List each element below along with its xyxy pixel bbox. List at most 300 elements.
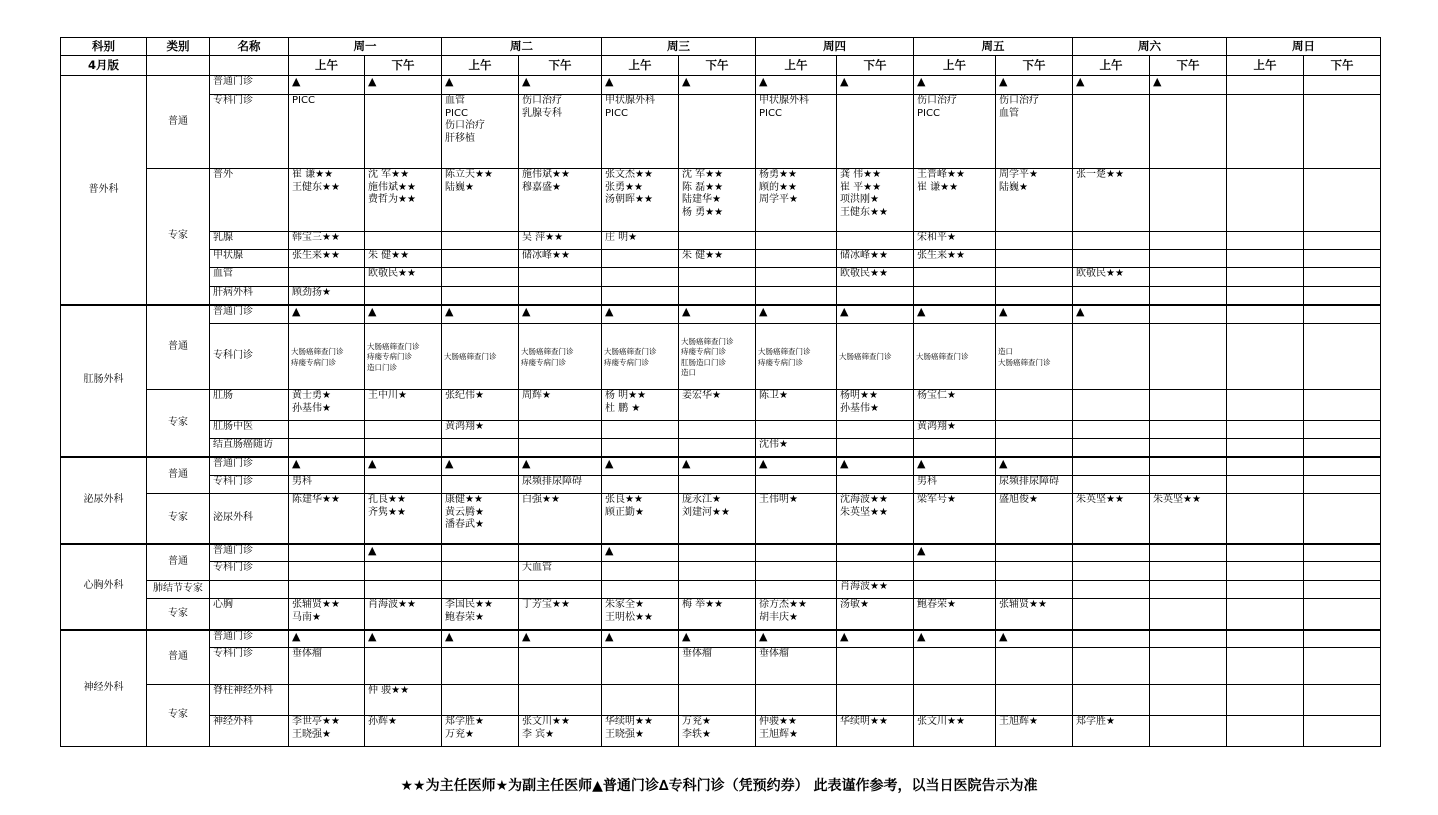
cell-line: 汤朝晖★★: [605, 194, 653, 205]
cell-line: 欧敬民★★: [1076, 268, 1124, 279]
general-clinic-marker: ▲: [917, 543, 926, 557]
schedule-cell: [519, 232, 602, 250]
schedule-cell: [996, 268, 1073, 287]
cell-line: 陆建华★: [682, 194, 721, 205]
clinic-name: 普通门诊: [210, 544, 289, 562]
schedule-cell: [914, 287, 996, 305]
schedule-cell: [1073, 287, 1150, 305]
schedule-cell: [914, 390, 996, 421]
cell-line: 刘建河★★: [682, 506, 730, 518]
department-name: 肛肠外科: [61, 305, 147, 457]
schedule-cell: [1227, 457, 1304, 476]
cell-line: 朱 健★★: [682, 250, 724, 261]
schedule-cell: [289, 648, 365, 685]
cell-line: 血管: [999, 107, 1019, 119]
schedule-cell: [1150, 630, 1227, 648]
schedule-cell: [602, 287, 679, 305]
cell-line: 尿频排尿障碍: [999, 476, 1059, 487]
header-day-sun: 周日: [1227, 38, 1381, 56]
schedule-cell: [914, 476, 996, 494]
cell-line: 大肠癌筛查门诊: [604, 347, 657, 356]
schedule-cell: [756, 494, 837, 544]
schedule-row: [61, 457, 1381, 476]
schedule-cell: [1304, 390, 1381, 421]
cell-line: 白强★★: [522, 494, 560, 505]
schedule-row: [61, 494, 1381, 544]
header-dept: 科别: [61, 38, 147, 56]
schedule-cell: [602, 421, 679, 439]
schedule-cell: [679, 324, 756, 390]
schedule-row: [61, 544, 1381, 562]
general-clinic-marker: ▲: [1153, 75, 1162, 88]
schedule-cell: [365, 581, 442, 599]
schedule-cell: [365, 457, 442, 476]
schedule-cell: [996, 287, 1073, 305]
cell-line: 大肠癌筛查门诊: [839, 352, 892, 362]
cell-line: 欧敬民★★: [840, 268, 888, 279]
schedule-cell: [1304, 232, 1381, 250]
schedule-cell: [1073, 421, 1150, 439]
schedule-cell: [996, 421, 1073, 439]
schedule-cell: [289, 287, 365, 305]
cell-line: 鲍春荣★: [445, 611, 484, 623]
cell-line: 大肠癌筛查门诊: [681, 336, 734, 346]
cell-line: 造口: [998, 347, 1013, 356]
clinic-name: 普外: [210, 169, 289, 232]
clinic-name: 肛肠中医: [210, 421, 289, 439]
category-label: 专家: [147, 390, 210, 457]
schedule-cell: [289, 581, 365, 599]
schedule-cell: [837, 76, 914, 95]
schedule-cell: [365, 494, 442, 544]
cell-line: 王伟明★: [759, 494, 798, 505]
header-pm: 下午: [519, 56, 602, 76]
schedule-cell: [442, 476, 519, 494]
cell-line: 大肠癌筛查门诊: [998, 357, 1051, 367]
cell-line: PICC: [917, 107, 940, 119]
cell-line: 王晓强★: [292, 728, 331, 740]
general-clinic-marker: ▲: [605, 629, 614, 643]
schedule-row: [61, 287, 1381, 305]
general-clinic-marker: ▲: [999, 75, 1008, 88]
schedule-cell: [289, 268, 365, 287]
schedule-cell: [837, 544, 914, 562]
schedule-cell: [289, 716, 365, 747]
cell-line: 造口门诊: [367, 362, 397, 372]
schedule-cell: [679, 421, 756, 439]
cell-line: 朱家全★: [605, 599, 644, 610]
cell-line: 垂体瘤: [682, 648, 712, 659]
cell-line: 汤敏★: [840, 599, 869, 610]
schedule-cell: [756, 421, 837, 439]
schedule-cell: [442, 324, 519, 390]
cell-line: 王健东★★: [840, 206, 888, 218]
cell-line: 大肠癌筛查门诊: [291, 347, 344, 356]
cell-line: 朱 健★★: [368, 250, 410, 261]
schedule-cell: [679, 250, 756, 268]
schedule-cell: [1150, 544, 1227, 562]
schedule-cell: [289, 439, 365, 457]
schedule-cell: [837, 232, 914, 250]
legend-note: ★★为主任医师★为副主任医师▲普通门诊∆专科门诊（凭预约券） 此表谨作参考，以当日医院告示为准: [400, 778, 1038, 794]
schedule-cell: [914, 685, 996, 716]
general-clinic-marker: ▲: [682, 456, 691, 470]
schedule-row: [61, 305, 1381, 324]
schedule-cell: [756, 716, 837, 747]
schedule-cell: [1073, 268, 1150, 287]
schedule-cell: [1227, 324, 1304, 390]
schedule-cell: [1227, 476, 1304, 494]
cell-line: 血管: [445, 95, 465, 106]
schedule-cell: [837, 457, 914, 476]
schedule-cell: [1227, 648, 1304, 685]
header-day-sat: 周六: [1073, 38, 1227, 56]
schedule-cell: [519, 305, 602, 324]
cell-line: 储冰峰★★: [840, 250, 888, 261]
schedule-cell: [1227, 76, 1304, 95]
schedule-cell: [442, 421, 519, 439]
schedule-cell: [679, 439, 756, 457]
schedule-cell: [679, 599, 756, 630]
cell-line: 沈 军★★: [682, 169, 724, 180]
cell-line: 肖海波★★: [368, 599, 416, 610]
cell-line: 陈立天★★: [445, 169, 493, 180]
cell-line: 张文川★★: [917, 716, 965, 727]
schedule-cell: [1304, 421, 1381, 439]
cell-line: 男科: [917, 476, 937, 487]
cell-line: 崔 平★★: [840, 181, 882, 193]
cell-line: 痔瘘专病门诊: [521, 357, 566, 367]
schedule-cell: [442, 390, 519, 421]
general-clinic-marker: ▲: [368, 75, 377, 88]
schedule-cell: [1150, 581, 1227, 599]
schedule-cell: [289, 494, 365, 544]
header-row-halfdays: [61, 56, 1381, 76]
schedule-cell: [602, 457, 679, 476]
schedule-cell: [996, 169, 1073, 232]
cell-line: PICC: [292, 95, 315, 106]
schedule-cell: [996, 250, 1073, 268]
schedule-cell: [679, 494, 756, 544]
schedule-cell: [289, 544, 365, 562]
schedule-cell: [1073, 250, 1150, 268]
cell-line: 张生来★★: [292, 250, 340, 261]
schedule-cell: [289, 630, 365, 648]
schedule-cell: [365, 439, 442, 457]
schedule-cell: [1304, 716, 1381, 747]
header-am: 上午: [756, 56, 837, 76]
schedule-row: [61, 390, 1381, 421]
schedule-row: [61, 476, 1381, 494]
schedule-cell: [519, 95, 602, 169]
department-name: 普外科: [61, 76, 147, 305]
schedule-cell: [914, 716, 996, 747]
schedule-cell: [442, 685, 519, 716]
general-clinic-marker: ▲: [445, 456, 454, 470]
schedule-cell: [996, 648, 1073, 685]
department-name: 心胸外科: [61, 544, 147, 630]
schedule-cell: [756, 476, 837, 494]
schedule-cell: [519, 716, 602, 747]
cell-line: 周辉★: [522, 390, 551, 401]
schedule-cell: [365, 95, 442, 169]
schedule-cell: [1073, 494, 1150, 544]
schedule-cell: [519, 562, 602, 581]
cell-line: 顾劲扬★: [292, 287, 331, 298]
schedule-cell: [1150, 268, 1227, 287]
schedule-cell: [602, 439, 679, 457]
schedule-cell: [1150, 421, 1227, 439]
cell-line: PICC: [605, 107, 628, 119]
schedule-cell: [519, 421, 602, 439]
cell-line: 华续明★★: [605, 716, 653, 727]
cell-line: 崔 谦★★: [292, 169, 334, 180]
schedule-cell: [756, 324, 837, 390]
schedule-cell: [756, 268, 837, 287]
cell-line: 姜宏华★: [682, 390, 721, 401]
schedule-cell: [442, 268, 519, 287]
schedule-cell: [1227, 685, 1304, 716]
header-pm: 下午: [1150, 56, 1227, 76]
schedule-cell: [996, 95, 1073, 169]
schedule-cell: [1227, 305, 1304, 324]
header-day-mon: 周一: [289, 38, 442, 56]
schedule-cell: [1227, 421, 1304, 439]
schedule-cell: [442, 562, 519, 581]
schedule-cell: [914, 544, 996, 562]
cell-line: 庞永江★: [682, 494, 721, 505]
schedule-cell: [914, 169, 996, 232]
schedule-cell: [602, 494, 679, 544]
schedule-cell: [442, 544, 519, 562]
cell-line: 盛旭俊★: [999, 494, 1038, 505]
cell-line: 张一楚★★: [1076, 169, 1124, 180]
schedule-cell: [602, 268, 679, 287]
schedule-cell: [679, 716, 756, 747]
schedule-cell: [1304, 268, 1381, 287]
schedule-cell: [914, 232, 996, 250]
clinic-name: [210, 581, 289, 599]
schedule-cell: [289, 685, 365, 716]
schedule-cell: [289, 169, 365, 232]
schedule-row: [61, 95, 1381, 169]
schedule-cell: [1227, 581, 1304, 599]
schedule-cell: [1150, 439, 1227, 457]
schedule-cell: [442, 439, 519, 457]
header-am: 上午: [914, 56, 996, 76]
cell-line: 万兖★: [445, 728, 474, 740]
cell-line: 欧敬民★★: [368, 268, 416, 279]
schedule-cell: [756, 544, 837, 562]
schedule-cell: [519, 250, 602, 268]
schedule-cell: [914, 324, 996, 390]
cell-line: 周学平★: [759, 194, 798, 205]
schedule-cell: [602, 581, 679, 599]
schedule-cell: [289, 421, 365, 439]
schedule-cell: [914, 457, 996, 476]
cell-line: 杜 鹏 ★: [605, 402, 641, 414]
general-clinic-marker: ▲: [605, 75, 614, 88]
schedule-cell: [1227, 439, 1304, 457]
schedule-cell: [1150, 250, 1227, 268]
schedule-body: [61, 38, 1381, 747]
general-clinic-marker: ▲: [917, 75, 926, 88]
schedule-cell: [1227, 95, 1304, 169]
cell-line: 伤口治疗: [999, 95, 1039, 106]
schedule-cell: [1227, 287, 1304, 305]
schedule-cell: [602, 476, 679, 494]
department-name: 泌尿外科: [61, 457, 147, 544]
schedule-row: [61, 232, 1381, 250]
schedule-cell: [914, 305, 996, 324]
schedule-cell: [365, 716, 442, 747]
general-clinic-marker: ▲: [917, 456, 926, 470]
schedule-cell: [365, 232, 442, 250]
cell-line: 伤口治疗: [522, 95, 562, 106]
schedule-cell: [996, 457, 1073, 476]
clinic-name: 神经外科: [210, 716, 289, 747]
schedule-cell: [602, 630, 679, 648]
schedule-cell: [289, 250, 365, 268]
cell-line: 乳腺专科: [522, 107, 562, 119]
schedule-cell: [1150, 169, 1227, 232]
schedule-cell: [602, 305, 679, 324]
schedule-cell: [679, 305, 756, 324]
schedule-cell: [365, 390, 442, 421]
header-day-tue: 周二: [442, 38, 602, 56]
schedule-cell: [1227, 544, 1304, 562]
schedule-cell: [1304, 169, 1381, 232]
cell-line: 垂体瘤: [292, 648, 322, 659]
general-clinic-marker: ▲: [840, 304, 849, 318]
cell-line: 潘春武★: [445, 519, 484, 530]
schedule-cell: [519, 268, 602, 287]
schedule-cell: [1227, 390, 1304, 421]
cell-line: 齐隽★★: [368, 506, 406, 518]
cell-line: 大血管: [522, 562, 552, 573]
cell-line: 王晋峰★★: [917, 169, 965, 180]
cell-line: PICC: [445, 107, 468, 119]
general-clinic-marker: ▲: [917, 304, 926, 318]
cell-line: 大肠癌筛查门诊: [758, 347, 811, 356]
schedule-cell: [756, 232, 837, 250]
schedule-cell: [602, 324, 679, 390]
schedule-row: [61, 599, 1381, 630]
schedule-cell: [837, 287, 914, 305]
general-clinic-marker: ▲: [840, 456, 849, 470]
schedule-cell: [996, 716, 1073, 747]
schedule-cell: [365, 685, 442, 716]
schedule-cell: [1150, 716, 1227, 747]
cell-line: 陆巍★: [445, 181, 474, 193]
header-pm: 下午: [679, 56, 756, 76]
schedule-cell: [289, 232, 365, 250]
cell-line: 肝移植: [445, 132, 475, 144]
clinic-name: 专科门诊: [210, 562, 289, 581]
schedule-row: [61, 716, 1381, 747]
general-clinic-marker: ▲: [605, 543, 614, 557]
schedule-cell: [756, 685, 837, 716]
schedule-cell: [679, 169, 756, 232]
cell-line: 王旭辉★: [759, 728, 798, 740]
schedule-cell: [1073, 439, 1150, 457]
schedule-cell: [837, 648, 914, 685]
cell-line: 陈建华★★: [292, 494, 340, 505]
schedule-cell: [602, 232, 679, 250]
schedule-cell: [1150, 476, 1227, 494]
schedule-cell: [756, 305, 837, 324]
header-pm: 下午: [365, 56, 442, 76]
general-clinic-marker: ▲: [682, 75, 691, 88]
cell-line: 项洪刚★: [840, 194, 879, 205]
schedule-cell: [1304, 324, 1381, 390]
cell-line: 大肠癌筛查门诊: [521, 347, 574, 356]
schedule-cell: [365, 305, 442, 324]
schedule-cell: [837, 421, 914, 439]
schedule-row: [61, 76, 1381, 95]
schedule-cell: [1304, 599, 1381, 630]
cell-line: 张勇★★: [605, 181, 643, 193]
schedule-cell: [289, 457, 365, 476]
schedule-cell: [602, 544, 679, 562]
schedule-cell: [756, 457, 837, 476]
schedule-cell: [914, 95, 996, 169]
schedule-cell: [1227, 494, 1304, 544]
header-day-wed: 周三: [602, 38, 756, 56]
header-am: 上午: [602, 56, 679, 76]
schedule-cell: [1227, 599, 1304, 630]
schedule-cell: [756, 581, 837, 599]
cell-line: 朱英坚★★: [840, 506, 888, 518]
schedule-cell: [519, 287, 602, 305]
cell-line: 张纪伟★: [445, 390, 484, 401]
schedule-cell: [365, 544, 442, 562]
schedule-cell: [442, 305, 519, 324]
schedule-cell: [914, 562, 996, 581]
schedule-cell: [289, 562, 365, 581]
cell-line: 李世亭★★: [292, 716, 340, 727]
schedule-cell: [996, 439, 1073, 457]
schedule-cell: [442, 95, 519, 169]
schedule-row: [61, 630, 1381, 648]
schedule-cell: [914, 630, 996, 648]
general-clinic-marker: ▲: [368, 456, 377, 470]
cell-line: 黄云腾★: [445, 506, 484, 518]
cell-line: 张良★★: [605, 494, 643, 505]
schedule-cell: [679, 390, 756, 421]
schedule-cell: [837, 716, 914, 747]
schedule-cell: [519, 544, 602, 562]
schedule-cell: [1227, 169, 1304, 232]
cell-line: 大肠癌筛查门诊: [444, 352, 497, 362]
header-pm: 下午: [1304, 56, 1381, 76]
schedule-cell: [756, 390, 837, 421]
schedule-cell: [1304, 648, 1381, 685]
header-am: 上午: [1073, 56, 1150, 76]
schedule-cell: [602, 562, 679, 581]
schedule-cell: [519, 648, 602, 685]
cell-line: 李国民★★: [445, 599, 493, 610]
schedule-cell: [756, 287, 837, 305]
category-label: 普通: [147, 457, 210, 494]
schedule-cell: [1073, 562, 1150, 581]
schedule-cell: [365, 630, 442, 648]
schedule-cell: [1304, 685, 1381, 716]
cell-line: 孙基伟★: [840, 402, 879, 414]
edition-label: 4月版: [61, 56, 147, 76]
schedule-cell: [996, 232, 1073, 250]
schedule-cell: [519, 476, 602, 494]
